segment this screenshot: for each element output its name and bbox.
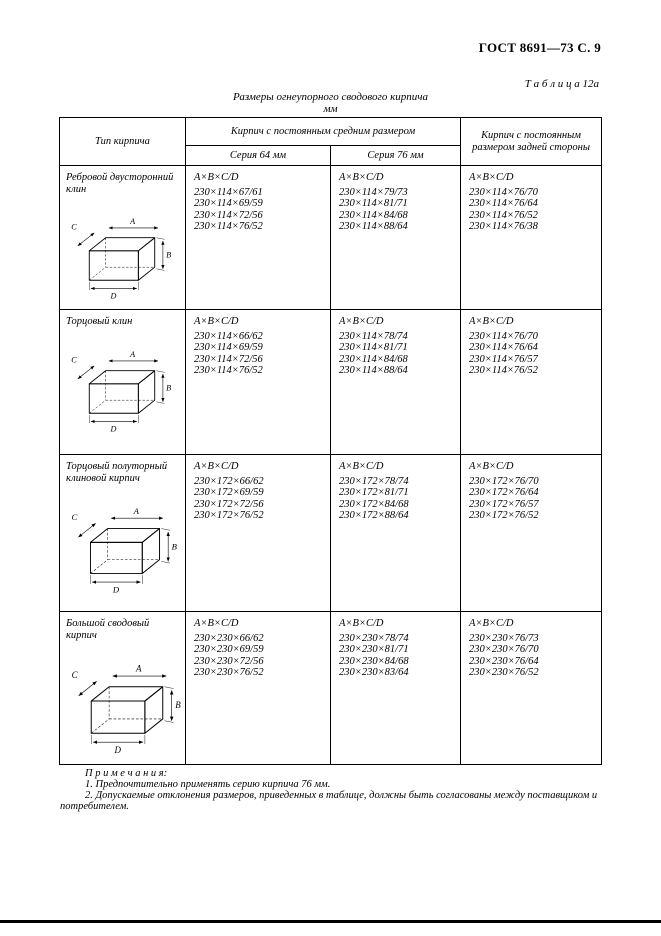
dim-label-c: C xyxy=(71,222,77,232)
dimension-value: A×B×C/D xyxy=(194,172,239,183)
dimension-value: A×B×C/D xyxy=(194,618,239,629)
brick-type-label: Большой сводовый кирпич xyxy=(66,618,150,641)
table-row xyxy=(60,166,602,310)
dimension-value: 230×114×88/64 xyxy=(339,365,408,376)
series64-cell xyxy=(186,310,331,455)
brick-diagram xyxy=(68,205,176,302)
dimension-value: A×B×C/D xyxy=(339,316,384,327)
note-item: 2. Допускаемые отклонения размеров, приведенных в таблице, должны быть согласованы между поставщиком и потребителем. xyxy=(60,790,598,812)
dim-label-c: C xyxy=(71,511,78,522)
back-cell xyxy=(461,612,602,765)
dimension-value: 230×114×81/71 xyxy=(339,198,408,209)
series76-cell xyxy=(331,310,461,455)
brick-type-label: Торцовый полуторный клиновой кирпич xyxy=(66,461,168,484)
dimension-value: 230×114×76/64 xyxy=(469,342,538,353)
type-cell xyxy=(60,310,186,455)
series64-cell xyxy=(186,166,331,310)
dimension-value: 230×172×76/52 xyxy=(469,510,539,521)
dim-label-a: A xyxy=(130,349,136,359)
type-cell xyxy=(60,612,186,765)
dimension-value: A×B×C/D xyxy=(469,461,514,472)
dimension-value: 230×230×76/52 xyxy=(194,667,264,678)
brick-diagram xyxy=(68,494,182,596)
page-frame-bottom xyxy=(0,920,661,923)
col-header-group: Кирпич с постоянным средним размером xyxy=(186,118,461,146)
dimension-value: 230×230×81/71 xyxy=(339,644,409,655)
dimension-value: A×B×C/D xyxy=(339,461,384,472)
dimension-value: 230×230×76/70 xyxy=(469,644,539,655)
dimension-value: 230×114×76/70 xyxy=(469,186,538,198)
dimension-value: 230×114×76/52 xyxy=(194,365,263,376)
dim-label-d: D xyxy=(110,291,117,301)
dimension-value: 230×230×66/62 xyxy=(194,632,264,644)
table-label: Т а б л и ц а 12а xyxy=(524,78,599,90)
col-header-series64: Серия 64 мм xyxy=(186,146,331,166)
series76-cell xyxy=(331,612,461,765)
type-cell xyxy=(60,455,186,612)
dim-label-c: C xyxy=(71,355,77,365)
col-header-type: Тип кирпича xyxy=(60,118,186,166)
dimension-value: 230×114×67/61 xyxy=(194,186,263,198)
dim-label-b: B xyxy=(171,541,177,552)
dimension-value: 230×230×76/52 xyxy=(469,667,539,678)
dimension-value: 230×114×79/73 xyxy=(339,186,408,198)
series64-cell xyxy=(186,455,331,612)
dim-label-b: B xyxy=(166,382,172,392)
dimension-value: A×B×C/D xyxy=(194,316,239,327)
dim-label-d: D xyxy=(110,423,117,433)
units-label: мм xyxy=(323,103,338,115)
dimension-value: 230×114×69/59 xyxy=(194,342,263,353)
dimension-value: A×B×C/D xyxy=(469,618,514,629)
dim-label-b: B xyxy=(175,700,181,711)
dimension-value: 230×114×76/57 xyxy=(469,353,538,365)
dimension-value: 230×114×66/62 xyxy=(194,330,263,342)
notes xyxy=(60,768,601,812)
dimension-value: 230×114×76/38 xyxy=(469,221,538,232)
dimension-value: 230×172×72/56 xyxy=(194,498,264,510)
dim-label-c: C xyxy=(71,669,78,680)
dimension-value: 230×172×76/64 xyxy=(469,487,539,498)
table-title: Размеры огнеупорного сводового кирпича xyxy=(233,91,428,103)
dimension-value: 230×172×84/68 xyxy=(339,498,409,510)
dimension-value: A×B×C/D xyxy=(194,461,239,472)
table-body xyxy=(60,166,602,765)
dim-label-a: A xyxy=(133,505,139,516)
dimension-value: 230×114×84/68 xyxy=(339,209,408,221)
series76-cell xyxy=(331,166,461,310)
series64-cell xyxy=(186,612,331,765)
dimension-value: 230×114×76/64 xyxy=(469,198,538,209)
note-item: 1. Предпочтительно применять серию кирпича 76 мм. xyxy=(85,779,331,790)
table-title-block xyxy=(60,91,601,115)
dim-label-b: B xyxy=(166,250,172,260)
dimension-value: A×B×C/D xyxy=(469,172,514,183)
dimension-value: 230×114×88/64 xyxy=(339,221,408,232)
dimension-value: 230×230×72/56 xyxy=(194,655,264,667)
dimension-value: 230×230×76/73 xyxy=(469,632,539,644)
dimension-value: 230×114×76/52 xyxy=(469,209,538,221)
dimension-value: 230×230×84/68 xyxy=(339,655,409,667)
brick-type-label: Ребровой двусторонний клин xyxy=(66,172,174,195)
dim-label-a: A xyxy=(130,216,136,226)
dimensions-table xyxy=(59,117,602,765)
series76-cell xyxy=(331,455,461,612)
dimension-value: A×B×C/D xyxy=(339,618,384,629)
notes-heading: П р и м е ч а н и я: xyxy=(85,768,168,779)
dimension-value: 230×230×78/74 xyxy=(339,632,409,644)
back-cell xyxy=(461,455,602,612)
dimension-value: 230×172×76/57 xyxy=(469,498,539,510)
dimension-value: A×B×C/D xyxy=(469,316,514,327)
dimension-value: 230×172×69/59 xyxy=(194,487,264,498)
dimension-value: 230×172×78/74 xyxy=(339,475,409,487)
brick-type-label: Торцовый клин xyxy=(66,316,133,327)
document-header: ГОСТ 8691—73 С. 9 xyxy=(478,40,601,55)
dimension-value: 230×172×66/62 xyxy=(194,475,264,487)
back-cell xyxy=(461,310,602,455)
dimension-value: 230×172×81/71 xyxy=(339,487,409,498)
dimension-value: 230×114×76/52 xyxy=(194,221,263,232)
dimension-value: 230×114×76/70 xyxy=(469,330,538,342)
table-row xyxy=(60,310,602,455)
type-cell xyxy=(60,166,186,310)
dimension-value: 230×114×72/56 xyxy=(194,209,263,221)
dimension-value: 230×114×78/74 xyxy=(339,330,408,342)
dimension-value: 230×172×76/52 xyxy=(194,510,264,521)
table-row xyxy=(60,455,602,612)
dimension-value: 230×230×69/59 xyxy=(194,644,264,655)
dimension-value: 230×114×76/52 xyxy=(469,365,538,376)
dimension-value: 230×230×76/64 xyxy=(469,655,539,667)
table-row xyxy=(60,612,602,765)
dimension-value: 230×114×81/71 xyxy=(339,342,408,353)
dimension-value: 230×230×83/64 xyxy=(339,667,409,678)
dimension-value: 230×172×76/70 xyxy=(469,475,539,487)
dimension-value: A×B×C/D xyxy=(339,172,384,183)
dimension-value: 230×172×88/64 xyxy=(339,510,409,521)
back-cell xyxy=(461,166,602,310)
dim-label-d: D xyxy=(114,744,121,755)
brick-diagram xyxy=(68,651,186,756)
col-header-back: Кирпич с постоянным размером задней стороны xyxy=(461,118,602,166)
col-header-series76: Серия 76 мм xyxy=(331,146,461,166)
dimension-value: 230×114×69/59 xyxy=(194,198,263,209)
brick-diagram xyxy=(68,338,176,435)
dimension-value: 230×114×72/56 xyxy=(194,353,263,365)
dim-label-d: D xyxy=(112,584,120,595)
dimension-value: 230×114×84/68 xyxy=(339,353,408,365)
dim-label-a: A xyxy=(135,663,142,674)
